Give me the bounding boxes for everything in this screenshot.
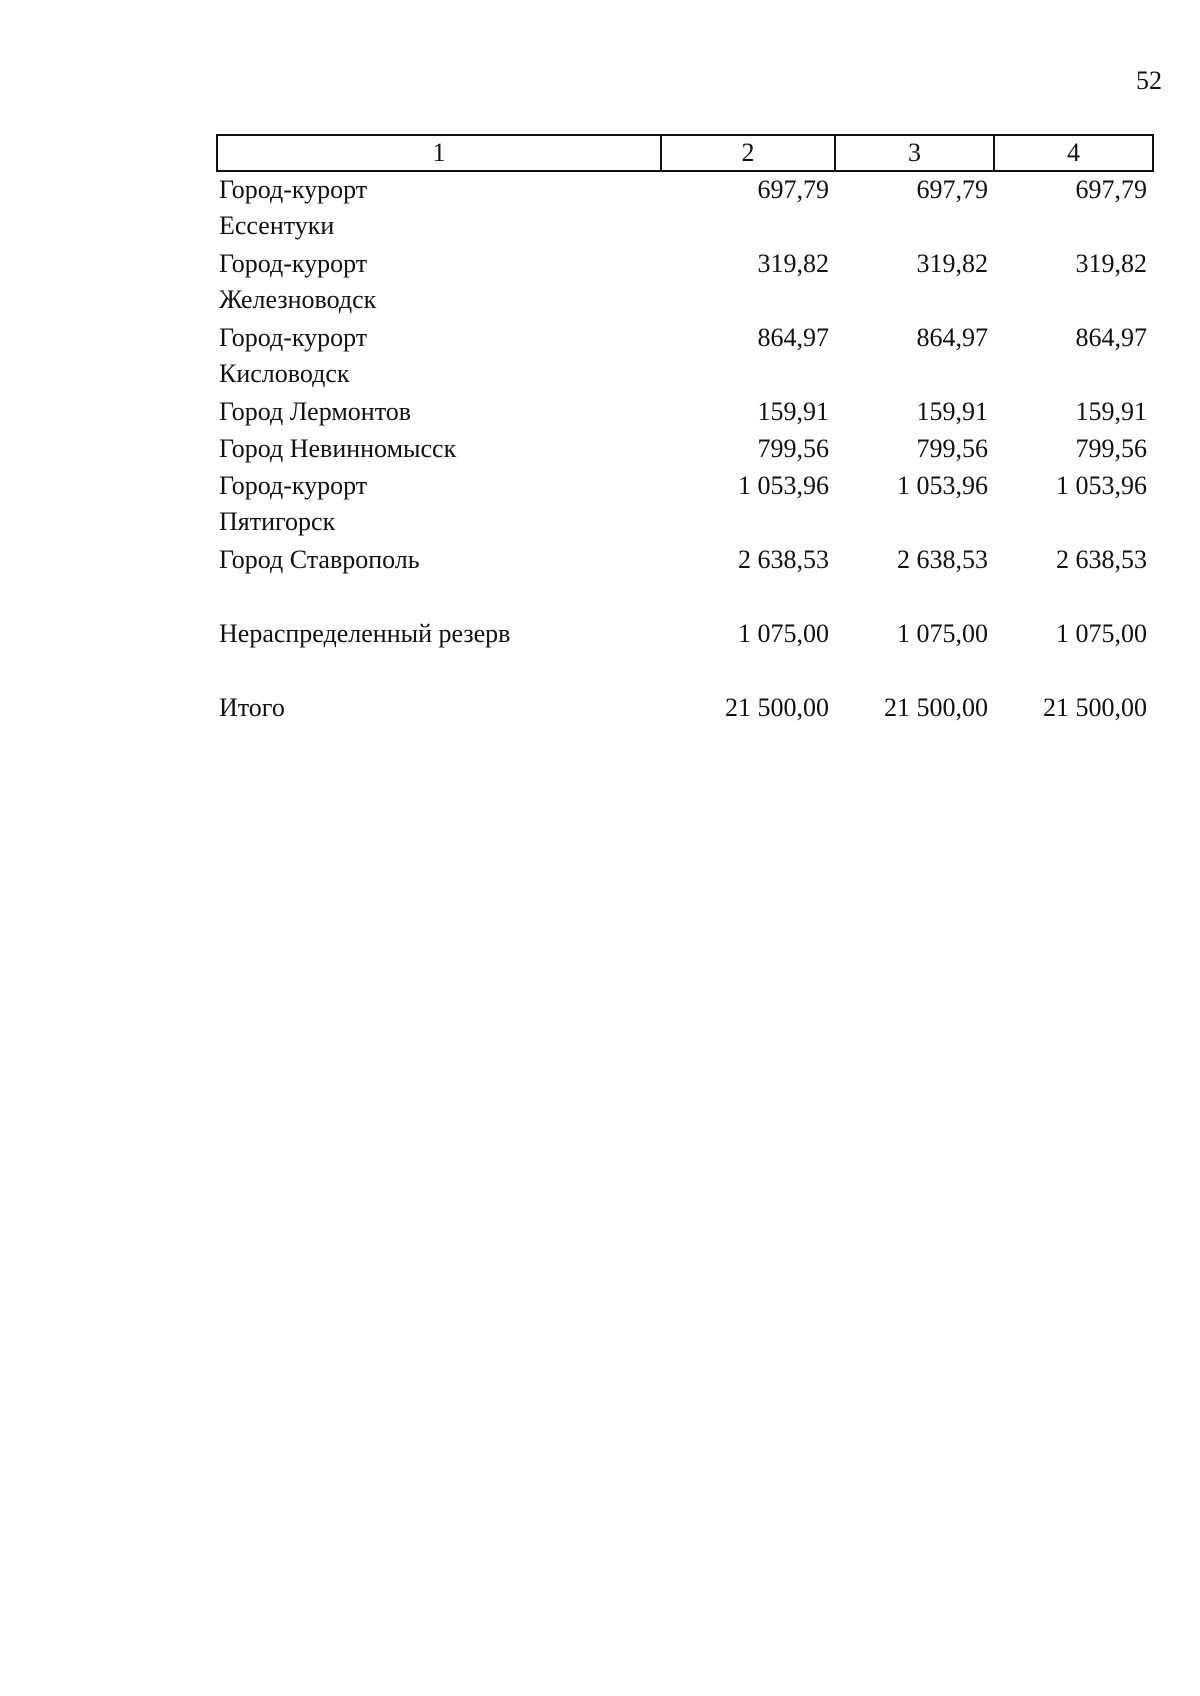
- row-name-line1: Город-курорт: [219, 323, 368, 352]
- reserve-value-col-2: 1 075,00: [738, 619, 829, 648]
- spacer-row: [217, 579, 1153, 616]
- row-value-col-3: 697,79: [916, 175, 988, 204]
- table-row: [217, 468, 1153, 542]
- header-col-3: 3: [835, 135, 994, 171]
- row-name-line2: Железноводск: [219, 285, 377, 314]
- row-value-col-4: 159,91: [1075, 397, 1147, 426]
- table-row: [217, 542, 1153, 579]
- row-value-col-4: 2 638,53: [1056, 545, 1147, 574]
- total-value-col-2: 21 500,00: [725, 693, 829, 722]
- row-name-line1: Город-курорт: [219, 249, 368, 278]
- row-value-col-3: 864,97: [916, 323, 988, 352]
- row-name-cell: [217, 171, 661, 246]
- header-col-2: 2: [661, 135, 835, 171]
- row-value-col-2: 319,82: [757, 249, 829, 278]
- row-name-cell: Город Лермонтов: [219, 397, 411, 426]
- table-row: [217, 394, 1153, 431]
- header-row: [217, 135, 1153, 171]
- row-name-cell: Город Невинномысск: [219, 434, 457, 463]
- row-name-cell: Город Ставрополь: [219, 545, 420, 574]
- total-value-col-4: 21 500,00: [1043, 693, 1147, 722]
- header-col-4: 4: [994, 135, 1153, 171]
- total-value-col-3: 21 500,00: [884, 693, 988, 722]
- row-value-col-2: 2 638,53: [738, 545, 829, 574]
- row-value-col-4: 697,79: [1075, 175, 1147, 204]
- budget-table-container: [216, 134, 1152, 727]
- row-value-col-3: 159,91: [916, 397, 988, 426]
- table-body: [217, 171, 1153, 727]
- spacer-row: [217, 653, 1153, 690]
- table-header: [217, 135, 1153, 171]
- total-name: Итого: [219, 693, 285, 722]
- page-number: 52: [1136, 66, 1162, 95]
- row-name-line2: Кисловодск: [219, 359, 350, 388]
- table-row: [217, 320, 1153, 394]
- table-row: [217, 431, 1153, 468]
- row-name-cell: [217, 320, 661, 394]
- row-name-line1: Город-курорт: [219, 471, 368, 500]
- table-row: [217, 246, 1153, 320]
- row-value-col-3: 1 053,96: [897, 471, 988, 500]
- row-name-line2: Ессентуки: [219, 211, 335, 240]
- header-col-1: 1: [217, 135, 661, 171]
- row-value-col-3: 799,56: [916, 434, 988, 463]
- row-name-cell: [217, 246, 661, 320]
- row-value-col-2: 697,79: [757, 175, 829, 204]
- row-value-col-4: 319,82: [1075, 249, 1147, 278]
- table-row: [217, 171, 1153, 246]
- row-value-col-2: 159,91: [757, 397, 829, 426]
- row-name-line2: Пятигорск: [219, 507, 336, 536]
- total-row: [217, 690, 1153, 727]
- reserve-value-col-4: 1 075,00: [1056, 619, 1147, 648]
- row-value-col-2: 799,56: [757, 434, 829, 463]
- row-name-line1: Город-курорт: [219, 175, 368, 204]
- row-value-col-4: 864,97: [1075, 323, 1147, 352]
- row-value-col-2: 864,97: [757, 323, 829, 352]
- reserve-value-col-3: 1 075,00: [897, 619, 988, 648]
- row-value-col-2: 1 053,96: [738, 471, 829, 500]
- budget-table: [216, 134, 1154, 727]
- row-value-col-3: 2 638,53: [897, 545, 988, 574]
- reserve-name: Нераспределенный резерв: [219, 619, 511, 648]
- row-name-cell: [217, 468, 661, 542]
- reserve-row: [217, 616, 1153, 653]
- row-value-col-3: 319,82: [916, 249, 988, 278]
- row-value-col-4: 799,56: [1075, 434, 1147, 463]
- row-value-col-4: 1 053,96: [1056, 471, 1147, 500]
